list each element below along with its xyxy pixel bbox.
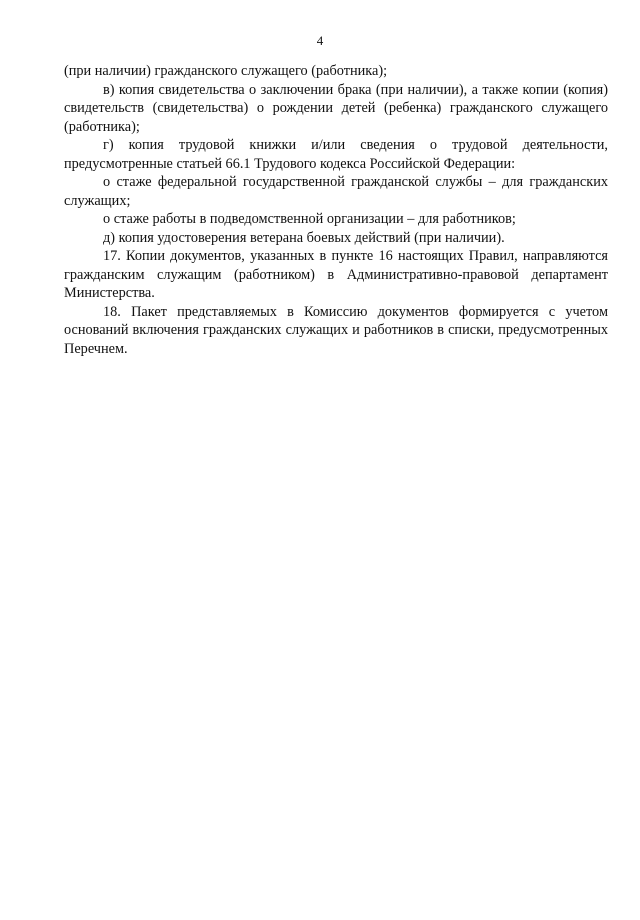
document-body bbox=[64, 62, 608, 358]
paragraph-item-d: д) копия удостоверения ветерана боевых действий (при наличии). bbox=[103, 229, 505, 246]
paragraph-item-v: в) копия свидетельства о заключении брака (при наличии), а также копии (копия) свидетельств (свидетельства) о рождении детей (ребенка) гражданского служащего (работника); bbox=[64, 81, 608, 135]
page-number: 4 bbox=[316, 33, 324, 48]
paragraph-subitem-federal-service: о стаже федеральной государственной гражданской службы – для гражданских служащих; bbox=[64, 174, 608, 209]
paragraph-18: 18. Пакет представляемых в Комиссию документов формируется с учетом оснований включения гражданских служащих и работников в списки, предусмотренных Перечнем. bbox=[64, 303, 608, 357]
paragraph-continuation: (при наличии) гражданского служащего (работника); bbox=[64, 63, 388, 79]
paragraph-subitem-subordinate-org: о стаже работы в подведомственной организации – для работников; bbox=[103, 211, 516, 227]
paragraph-17: 17. Копии документов, указанных в пункте 16 настоящих Правил, направляются гражданским служащим (работником) в Административно-правовой департамент Министерства. bbox=[64, 248, 608, 301]
paragraph-item-g: г) копия трудовой книжки и/или сведения о трудовой деятельности, предусмотренные статьей 66.1 Трудового кодекса Российской Федерации: bbox=[64, 137, 608, 172]
